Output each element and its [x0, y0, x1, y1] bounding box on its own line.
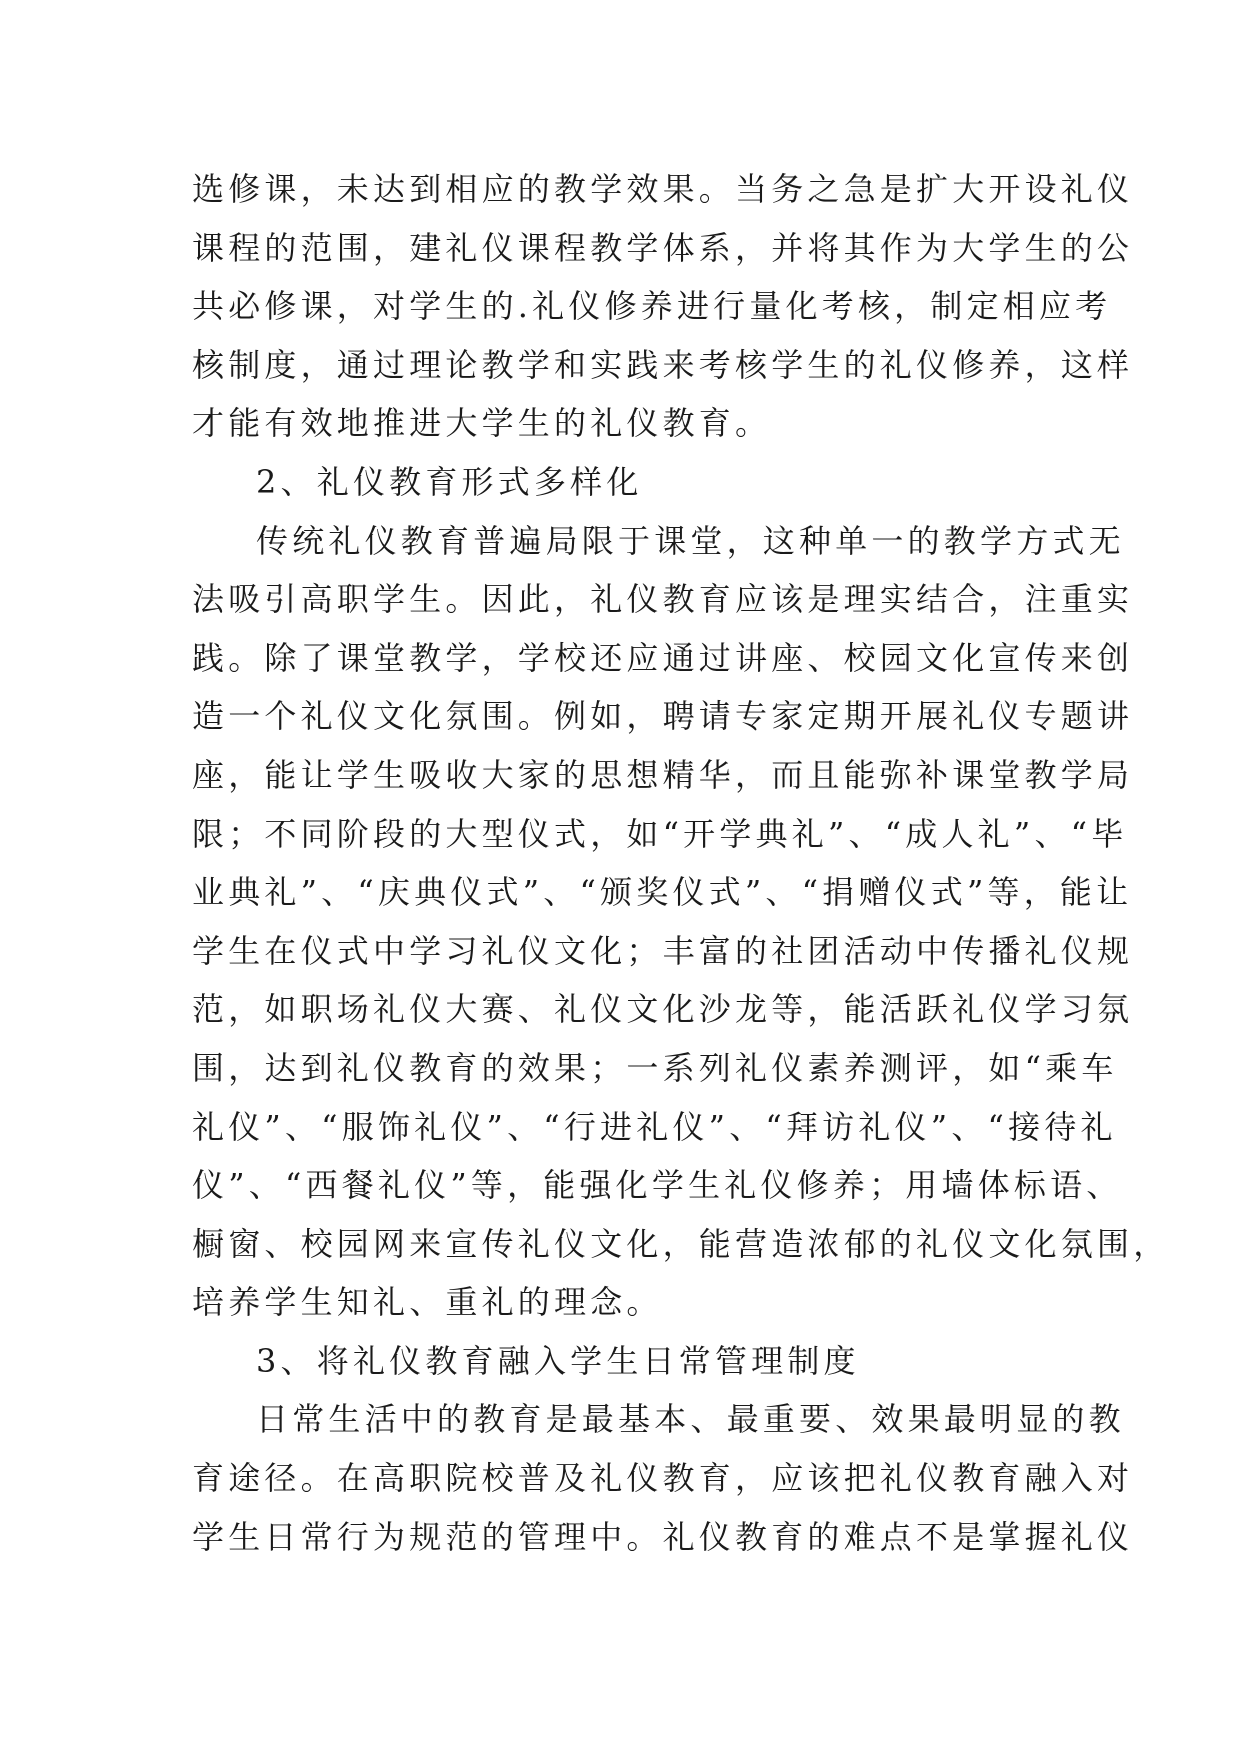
text-line: 课程的范围，建礼仪课程教学体系，并将其作为大学生的公	[192, 228, 1134, 267]
text-line: 仪”、“西餐礼仪”等，能强化学生礼仪修养；用墙体标语、	[192, 1166, 1123, 1205]
text-line: 学生在仪式中学习礼仪文化；丰富的社团活动中传播礼仪规	[192, 931, 1134, 970]
text-line: 橱窗、校园网来宣传礼仪文化，能营造浓郁的礼仪文化氛围，	[192, 1224, 1170, 1263]
section-heading-3: 3、将礼仪教育融入学生日常管理制度	[256, 1341, 860, 1380]
text-line: 选修课，未达到相应的教学效果。当务之急是扩大开设礼仪	[192, 170, 1134, 208]
text-line: 育途径。在高职院校普及礼仪教育，应该把礼仪教育融入对	[192, 1459, 1134, 1498]
section-heading-2: 2、礼仪教育形式多样化	[256, 462, 643, 501]
text-line: 日常生活中的教育是最基本、最重要、效果最明显的教	[256, 1400, 1125, 1439]
text-line: 范，如职场礼仪大赛、礼仪文化沙龙等，能活跃礼仪学习氛	[192, 990, 1134, 1029]
text-line: 法吸引高职学生。因此，礼仪教育应该是理实结合，注重实	[192, 580, 1134, 619]
text-line: 造一个礼仪文化氛围。例如，聘请专家定期开展礼仪专题讲	[192, 697, 1134, 736]
text-line: 传统礼仪教育普遍局限于课堂，这种单一的教学方式无	[256, 521, 1125, 560]
text-line: 培养学生知礼、重礼的理念。	[192, 1283, 663, 1322]
document-body	[192, 160, 1170, 1566]
text-line: 学生日常行为规范的管理中。礼仪教育的难点不是掌握礼仪	[192, 1517, 1134, 1556]
text-line: 座，能让学生吸收大家的思想精华，而且能弥补课堂教学局	[192, 755, 1134, 794]
text-line: 限；不同阶段的大型仪式，如“开学典礼”、“成人礼”、“毕	[192, 814, 1128, 853]
text-line: 核制度，通过理论教学和实践来考核学生的礼仪修养，这样	[192, 345, 1134, 384]
text-line: 共必修课，对学生的.礼仪修养进行量化考核，制定相应考	[192, 287, 1112, 326]
text-line: 践。除了课堂教学，学校还应通过讲座、校园文化宣传来创	[192, 638, 1134, 677]
text-line: 才能有效地推进大学生的礼仪教育。	[192, 404, 772, 443]
text-line: 业典礼”、“庆典仪式”、“颁奖仪式”、“捐赠仪式”等，能让	[192, 873, 1133, 912]
text-line: 礼仪”、“服饰礼仪”、“行进礼仪”、“拜访礼仪”、“接待礼	[192, 1107, 1117, 1146]
text-line: 围，达到礼仪教育的效果；一系列礼仪素养测评，如“乘车	[192, 1048, 1118, 1087]
